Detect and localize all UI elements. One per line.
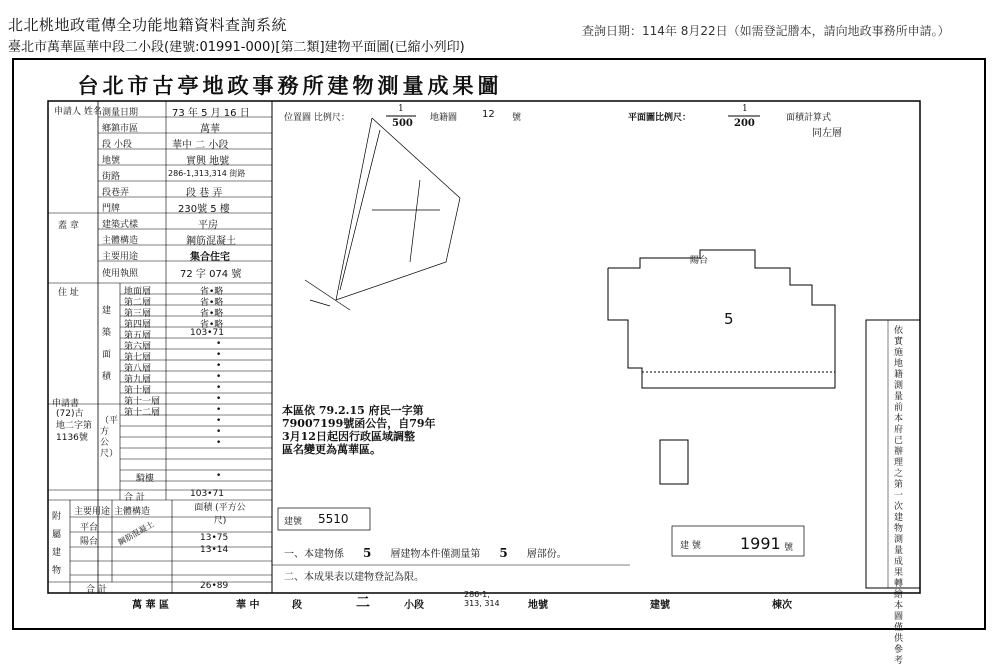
note-1-part: 5 bbox=[499, 546, 508, 560]
floor-label-6: 第七層 bbox=[124, 353, 152, 363]
bottom-page-label: 棟次 bbox=[772, 600, 792, 611]
bottom-subsection: 二 bbox=[356, 595, 370, 611]
floor-label-4: 第五層 bbox=[124, 331, 152, 341]
floor-label-15: 騎樓 bbox=[136, 474, 155, 484]
row-label-0: 鄉鎮市區 bbox=[102, 124, 139, 134]
floor-value-9: • bbox=[216, 383, 222, 393]
attached-area-0: 13•75 bbox=[200, 533, 229, 543]
location-scale-num: 1 bbox=[398, 104, 404, 114]
floor-plan-label: 平面圖比例尺： bbox=[628, 113, 692, 123]
attached-structure: 鋼筋混凝土 bbox=[116, 519, 156, 548]
bottom-section-suffix: 段 bbox=[292, 600, 302, 611]
total-value: 103•71 bbox=[190, 489, 224, 499]
row-label-2: 地號 bbox=[102, 156, 121, 166]
floor-label-0: 地面層 bbox=[124, 287, 152, 297]
floor-label-1: 第二層 bbox=[124, 298, 152, 308]
building-no-value: 5510 bbox=[318, 512, 349, 526]
bottom-section: 華 中 bbox=[236, 600, 260, 611]
floor-value-0: 省•略 bbox=[200, 287, 224, 297]
area-calc-label: 面積計算式 bbox=[786, 113, 832, 123]
row-label-5: 門牌 bbox=[102, 204, 121, 214]
note-1-prefix: 一、本建物係 bbox=[284, 549, 344, 560]
floor-number: 5 bbox=[724, 310, 734, 328]
attached-header-structure: 主體構造 bbox=[114, 507, 151, 517]
row-label-4: 段巷弄 bbox=[102, 188, 130, 198]
application-value: (72)古地二字第1136號 bbox=[56, 409, 93, 443]
page-subtitle: 臺北市萬華區華中段二小段(建號:01991-000)[第二類]建物平面圖(已縮小列印) bbox=[8, 40, 465, 55]
row-value-2: 實興 地號 bbox=[186, 156, 230, 167]
map-sheet-label: 地籍圖 bbox=[430, 113, 458, 123]
row-label-7: 主體構造 bbox=[102, 236, 139, 246]
map-sheet-suffix: 號 bbox=[512, 113, 522, 123]
floor-value-6: • bbox=[216, 350, 222, 360]
bldg-stamp-suffix: 號 bbox=[784, 543, 794, 553]
bldg-stamp-value: 1991 bbox=[740, 534, 781, 553]
row-value-5: 230號 5 樓 bbox=[178, 204, 230, 215]
floor-value-7: • bbox=[216, 361, 222, 371]
attached-area-1: 13•14 bbox=[200, 545, 229, 555]
stamp-line-4: 區名變更為萬華區。 bbox=[282, 443, 381, 456]
floor-label-8: 第九層 bbox=[124, 375, 152, 385]
row-value-0: 萬華 bbox=[200, 124, 220, 135]
floor-label-7: 第八層 bbox=[124, 364, 152, 374]
floor-label-10: 第十一層 bbox=[124, 397, 161, 407]
floor-value-10: • bbox=[216, 394, 222, 404]
floor-value-12: • bbox=[216, 416, 222, 426]
row-value-9: 72 字 074 號 bbox=[180, 269, 242, 280]
floor-label-5: 第六層 bbox=[124, 342, 152, 352]
attached-total-value: 26•89 bbox=[200, 581, 229, 591]
total-label: 合 計 bbox=[124, 493, 145, 503]
bldg-stamp-label: 建 號 bbox=[680, 541, 701, 551]
side-note: 依實施地籍測量前本府已辦理之第一次建物測量成果轉繪本圖僅供參考 bbox=[894, 326, 904, 666]
bottom-land-no: 286-1, 313, 314 bbox=[464, 590, 500, 608]
floor-plan-scale-num: 1 bbox=[742, 104, 748, 114]
bottom-land-no-label: 地號 bbox=[528, 600, 548, 611]
document-title: 台北市古亭地政事務所建物測量成果圖 bbox=[77, 73, 503, 98]
bottom-bldg-label: 建號 bbox=[650, 600, 670, 611]
stamp-line-2: 79007199號函公告，自79年 bbox=[282, 417, 436, 430]
floor-label-11: 第十二層 bbox=[124, 408, 161, 418]
area-calc-value: 同左層 bbox=[812, 128, 842, 139]
location-map-label: 位置圖 比例尺： bbox=[284, 113, 350, 123]
row-label-1: 段 小段 bbox=[102, 140, 132, 150]
bottom-region: 萬 華 區 bbox=[132, 600, 169, 611]
stamp-line-1: 本區依 79.2.15 府民一字第 bbox=[282, 404, 424, 417]
map-sheet-num: 12 bbox=[482, 109, 495, 120]
row-value-6: 平房 bbox=[198, 220, 218, 231]
date-label: 測量日期 bbox=[102, 108, 139, 118]
floor-value-1: 省•略 bbox=[200, 298, 224, 308]
row-label-3: 街路 bbox=[102, 172, 121, 182]
floor-plan-unit-label: 陽台 bbox=[690, 256, 709, 266]
floor-value-14: • bbox=[216, 438, 222, 448]
date-value: 73 年 5 月 16 日 bbox=[172, 108, 250, 119]
district-change-stamp bbox=[282, 404, 532, 456]
floor-value-13: • bbox=[216, 427, 222, 437]
stamp-line-3: 3月12日起因行政區域調整 bbox=[282, 430, 415, 443]
floor-value-15: • bbox=[216, 471, 222, 481]
row-value-8: 集合住宅 bbox=[190, 252, 230, 263]
application-label: 申請書 bbox=[52, 399, 80, 409]
attached-total-label: 合 計 bbox=[86, 585, 107, 595]
floor-label-9: 第十層 bbox=[124, 386, 152, 396]
seal-label: 蓋 章 bbox=[58, 221, 79, 231]
note-2: 二、本成果表以建物登記為限。 bbox=[284, 572, 424, 583]
applicant-label: 申請人 姓名 bbox=[54, 107, 102, 117]
note-1-mid: 層建物本件僅測量第 bbox=[390, 549, 481, 560]
floor-value-2: 省•略 bbox=[200, 309, 224, 319]
attached-header-use: 主要用途 bbox=[74, 507, 111, 517]
note-1 bbox=[284, 545, 567, 560]
row-label-9: 使用執照 bbox=[102, 269, 139, 279]
floor-plan-scale-den: 200 bbox=[734, 118, 755, 129]
floor-value-11: • bbox=[216, 405, 222, 415]
attached-header-area: 面積 (平方公尺) bbox=[194, 503, 246, 526]
address-label: 住 址 bbox=[58, 288, 79, 298]
row-value-7: 鋼筋混凝土 bbox=[186, 236, 236, 247]
area-unit-label: （平方公尺） bbox=[100, 416, 119, 459]
attached-label: 附屬建物 bbox=[52, 512, 62, 576]
floor-value-5: • bbox=[216, 339, 222, 349]
building-no-label: 建號 bbox=[284, 517, 303, 527]
row-label-6: 建築式樣 bbox=[102, 220, 139, 230]
floors-label: 建築面積 bbox=[102, 306, 112, 382]
floor-value-8: • bbox=[216, 372, 222, 382]
attached-use-1: 陽台 bbox=[80, 537, 99, 547]
row-label-8: 主要用途 bbox=[102, 252, 139, 262]
floor-label-2: 第三層 bbox=[124, 309, 152, 319]
row-value-3: 286-1,313,314 街路 bbox=[168, 169, 246, 178]
attached-use-0: 平台 bbox=[80, 523, 99, 533]
note-1-suffix: 層部份。 bbox=[526, 549, 567, 560]
note-1-floor: 5 bbox=[363, 546, 372, 560]
bottom-subsection-suffix: 小段 bbox=[404, 600, 424, 611]
query-date: 查詢日期：114年 8月22日（如需登記謄本，請向地政事務所申請。） bbox=[582, 24, 950, 38]
floor-label-3: 第四層 bbox=[124, 320, 152, 330]
location-scale-den: 500 bbox=[392, 118, 413, 129]
floor-value-4: 103•71 bbox=[190, 328, 224, 338]
floor-value-3: 省•略 bbox=[200, 320, 224, 330]
row-value-1: 華中 二 小段 bbox=[172, 140, 229, 151]
system-title: 北北桃地政電傳全功能地籍資料查詢系統 bbox=[8, 16, 288, 34]
row-value-4: 段 巷 弄 bbox=[186, 188, 223, 199]
